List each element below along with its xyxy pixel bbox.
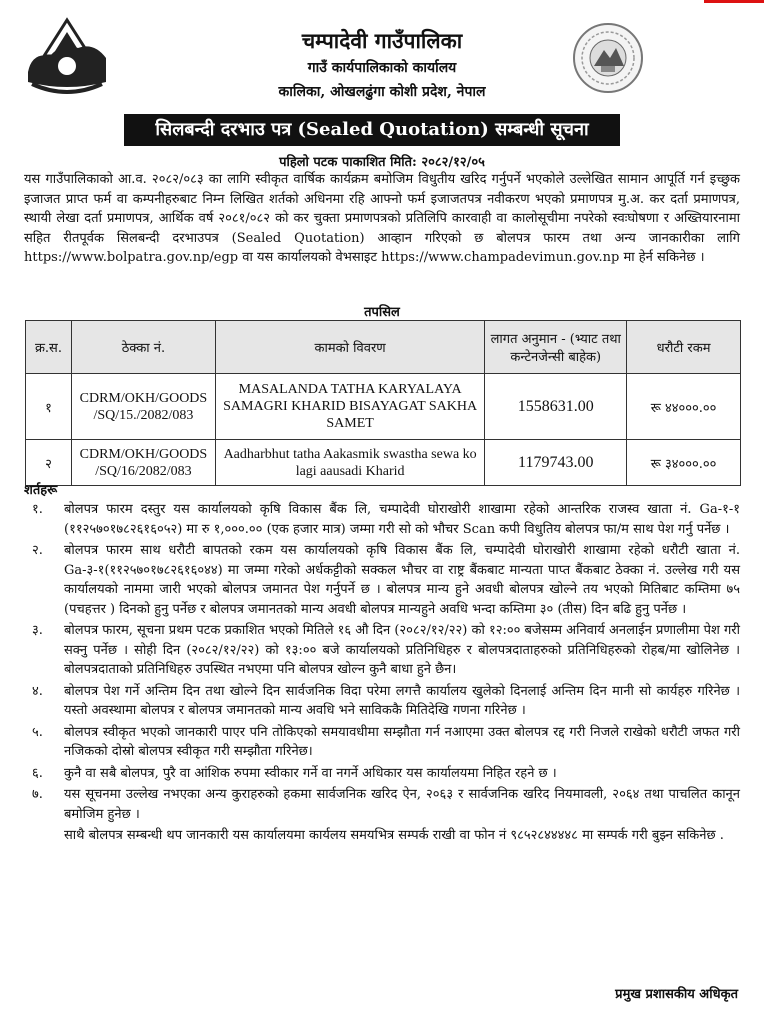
cell-contract-no: CDRM/OKH/GOODS /SQ/15./2082/083 (71, 374, 215, 440)
cell-deposit: रू ३४०००.०० (627, 440, 741, 486)
list-item (24, 764, 740, 784)
list-item (24, 723, 740, 762)
table-header-row (26, 321, 741, 374)
notice-banner: सिलबन्दी दरभाउ पत्र (Sealed Quotation) सम्बन्धी सूचना (124, 114, 620, 146)
term-number: ३. (32, 623, 43, 638)
office-title: चम्पादेवी गाउँपालिका (301, 28, 463, 53)
office-address: कालिका, ओखलढुंगा कोशी प्रदेश, नेपाल (278, 84, 486, 100)
terms-heading: शर्तहरू (24, 483, 58, 498)
cell-estimate: 1179743.00 (485, 440, 627, 486)
list-item (24, 785, 740, 824)
list-item (24, 621, 740, 680)
schedule-heading: तपसिल (364, 305, 400, 320)
term-text: बोलपत्र फारम दस्तुर यस कार्यालयको कृषि विकास बैंक लि, चम्पादेवी घोराखोरी शाखामा रहेको आन्तरिक राजस्व खाता नं. Ga-१-१ (११२५७०१७८२६१६०५२) मा रु १,०००.०० (एक हजार मात्र) जम्मा गरी सो को भौचर Scan कपी विधुतिय बोलपत्र फा/म साथ पेश गर्नु पर्नेछ । (64, 502, 740, 537)
cell-deposit: रू ४४०००.०० (627, 374, 741, 440)
works-table (25, 320, 741, 486)
term-text: यस सूचनमा उल्लेख नभएका अन्य कुराहरुको हकमा सार्वजनिक खरिद ऐन, २०६३ र सार्वजनिक खरिद नियमावली, २०६४ तथा पाचलित कानून बमोजिम हुनेछ । (64, 787, 740, 822)
intro-paragraph: यस गाउँपालिकाको आ.व. २०८२/०८३ का लागि स्वीकृत वार्षिक कार्यक्रम बमोजिम विधुतीय खरिद गर्नुपर्ने भएकोले उल्लेखित सामान आपूर्ति गर्न इच्छुक इजाजत प्राप्त फर्म वा कम्पनीहरुबाट निम्न लिखित शर्तको अधिनमा रहि आफ्नो फर्म इजाजतपत्र नवीकरण भएको प्रमाणपत्र मु.अ. कर दर्ता प्रमाणपत्र, स्थायी लेखा दर्ता प्रमाणपत्र, आर्थिक वर्ष २०८१/०८२ को कर चुक्ता प्रमाणपत्रको प्रतिलिपि कारवाही वा कालोसूचीमा नपरेको स्वःघोषणा र अख्तियारनामा सहित रीतपूर्वक सिलबन्दी दरभाउपत्र (Sealed Quotation) आव्हान गरिएको छ बोलपत्र फारम तथा अन्य जानकारीका लागि https://www.bolpatra.gov.np/egp वा यस कार्यालयको वेभसाइट https://www.champadevimun.gov.np मा हेर्न सकिनेछ । (24, 172, 740, 265)
cell-serial: २ (26, 440, 72, 486)
contact-note: साथै बोलपत्र सम्बन्धी थप जानकारी यस कार्यालयमा कार्यलय समयभित्र सम्पर्क राखी वा फोन नं ९८५२८४४४४८ मा सम्पर्क गरी बुझ्न सकिनेछ . (64, 828, 724, 843)
publication-date: पहिलो पटक पाकाशित मिति: २०८२/१२/०५ (279, 155, 485, 170)
office-subtitle: गाउँ कार्यपालिकाको कार्यालय (307, 60, 457, 76)
term-number: ६. (32, 765, 43, 781)
cell-serial: १ (26, 374, 72, 440)
municipality-logo-icon (572, 22, 644, 94)
list-item (24, 541, 740, 619)
col-contract-no: ठेक्का नं. (71, 321, 215, 374)
table-row (26, 440, 741, 486)
term-text: बोलपत्र स्वीकृत भएको जानकारी पाएर पनि तोकिएको समयावधीमा सम्झौता गर्न नआएमा उक्त बोलपत्र रद्द गरी निजले राखेको धरौटी जफत गरी नजिकको दोस्रो बोलपत्र स्वीकृत गरी सम्झौता गरिनेछ। (64, 724, 740, 759)
term-text: बोलपत्र पेश गर्ने अन्तिम दिन तथा खोल्ने दिन सार्वजनिक विदा परेमा लगत्तै कार्यालय खुलेको दिनलाई अन्तिम दिन मानी सो कार्यहरु गरिनेछ । यस्तो अवस्थामा बोलपत्र र बोलपत्र जमानतको मान्य अवधि भने साविककै मितिदेखि गणना गरिनेछ । (64, 683, 740, 718)
col-description: कामको विवरण (215, 321, 484, 374)
term-number: १. (32, 502, 43, 517)
col-deposit: धरौटी रकम (627, 321, 741, 374)
term-number: ५. (32, 724, 43, 740)
letterhead (0, 0, 764, 112)
cell-contract-no: CDRM/OKH/GOODS /SQ/16/2082/083 (71, 440, 215, 486)
col-serial: क्र.स. (26, 321, 72, 374)
list-item (24, 682, 740, 721)
term-text: बोलपत्र फारम, सूचना प्रथम पटक प्रकाशित भएको मितिले १६ औ दिन (२०८२/१२/२२) को १२:०० बजेसम्म अनिवार्य अनलाईन प्रणालीमा पेश गरी सक्नु पर्नेछ । सोही दिन (२०८२/१२/२२) को १३:०० बजे कार्यालयको प्रतिनिधिहरु र बोलपत्रदाताहरुको प्रतिनिधिहरुको रोहब/मा खोलिनेछ । बोलपत्रदाताको प्रतिनिधिहरु उपस्थित नभएमा पनि बोलपत्र खोल्न कुनै बाधा हुने छैन। (64, 623, 740, 677)
cell-estimate: 1558631.00 (485, 374, 627, 440)
term-text: बोलपत्र फारम साथ धरौटी बापतको रकम यस कार्यालयको कृषि विकास बैंक लि, चम्पादेवी घोराखोरी शाखामा रहेको धरौटी खाता नं. Ga-३-१(११२५७०१७८२६१६०४४) मा जम्मा गरेको अर्धकट्टीको सक्कल भौचर वा राष्ट्र बैंकबाट मान्यता पाप्त बैंकबाट ठेक्का नं. उल्लेख गरी यस कार्यालयको नाममा जारी भएको बोलपत्र जमानत पेश गर्नुपर्ने छ । बोलपत्र मान्य हुने अवधी बोलपत्र खोल्ने तय भएको मितिबाट कम्तिमा ७५ (पचहत्तर ) दिनको हुनु पर्नेछ र बोलपत्र जमानतको मान्य अवधी बोलपत्र मान्यहुने अवधि भन्दा कम्तिमा ३० (तीस) दिन बढि हुनु पर्नेछ । (64, 543, 740, 617)
term-number: ७. (32, 787, 43, 802)
list-item (24, 500, 740, 539)
cell-description: Aadharbhut tatha Aakasmik swastha sewa ko lagi aausadi Kharid (215, 440, 484, 486)
terms-list (24, 500, 740, 846)
signatory-title: प्रमुख प्रशासकीय अधिकृत (615, 987, 738, 1002)
table-row (26, 374, 741, 440)
term-number: २. (32, 543, 43, 558)
term-number: ४. (32, 683, 43, 699)
term-text: कुनै वा सबै बोलपत्र, पुरै वा आंशिक रुपमा स्वीकार गर्ने वा नगर्ने अधिकार यस कार्यालयमा निहित रहने छ । (64, 765, 557, 781)
cell-description: MASALANDA TATHA KARYALAYA SAMAGRI KHARID BISAYAGAT SAKHA SAMET (215, 374, 484, 440)
col-estimate: लागत अनुमान - (भ्याट तथा कन्टेनजेन्सी बाहेक) (485, 321, 627, 374)
